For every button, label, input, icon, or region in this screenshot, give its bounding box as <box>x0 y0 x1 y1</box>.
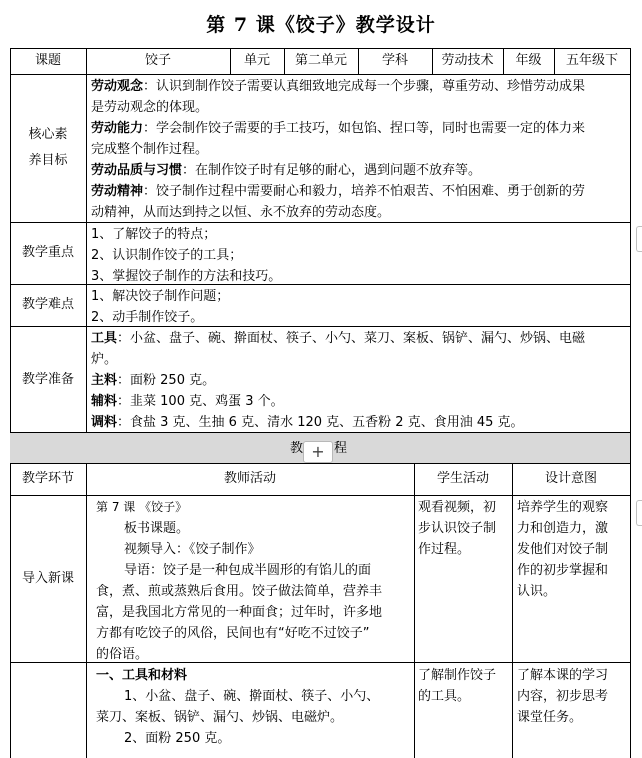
process-bar-right-text: 程 <box>334 441 348 456</box>
column-header-stage: 教学环节 <box>21 471 74 486</box>
core-label-2: 养目标 <box>28 153 68 168</box>
scroll-handle[interactable] <box>636 226 642 252</box>
intent-line: 作的初步掌握和 <box>517 563 609 578</box>
lesson-title: 第 7 课 《饺子》 <box>96 500 188 514</box>
scroll-handle[interactable] <box>636 500 642 526</box>
student-line: 了解制作饺子 <box>418 668 497 683</box>
subject-value: 劳动技术 <box>441 53 494 68</box>
student-line: 作过程。 <box>418 542 471 557</box>
column-header-intent: 设计意图 <box>544 471 597 486</box>
difficulties-list <box>91 286 627 328</box>
student-line: 的工具。 <box>418 689 471 704</box>
teacher-line: 2、面粉 250 克。 <box>124 731 231 746</box>
goal-text: ：学会制作饺子需要的手工技巧，如包馅、捏口等，同时也需要一定的体力来 <box>143 121 586 136</box>
teacher-line: 导语：饺子是一种包成半圆形的有馅儿的面 <box>124 563 372 578</box>
intent-line: 培养学生的观察 <box>517 500 609 515</box>
goal-text: ：饺子制作过程中需要耐心和毅力，培养不怕艰苦、不怕困难、勇于创新的劳 <box>143 184 586 199</box>
teacher-line: 1、小盆、盘子、碗、擀面杖、筷子、小勺、 <box>124 689 380 704</box>
intent-line: 了解本课的学习 <box>517 668 609 683</box>
unit-value: 第二单元 <box>294 53 347 68</box>
teacher-activity-cell <box>96 665 410 749</box>
column-header-student: 学生活动 <box>436 471 489 486</box>
prep-head: 调料 <box>91 415 118 430</box>
grade-label: 年级 <box>515 53 542 68</box>
goal-head: 劳动品质与习惯 <box>91 163 183 178</box>
design-intent-cell <box>517 497 629 602</box>
stage-cell: 导入新课 <box>21 571 74 586</box>
list-item: 1、了解饺子的特点； <box>91 227 217 242</box>
student-activity-cell <box>418 497 510 560</box>
grade-value: 五年级下 <box>565 53 618 68</box>
goal-text: 是劳动观念的体现。 <box>91 100 209 115</box>
intent-line: 内容，初步思考 <box>517 689 609 704</box>
student-line: 步认识饺子制 <box>418 521 497 536</box>
prep-text: ：韭菜 100 克、鸡蛋 3 个。 <box>117 394 284 409</box>
intent-line: 认识。 <box>517 584 557 599</box>
prep-head: 主料 <box>91 373 118 388</box>
teacher-line: 方都有吃饺子的风俗，民间也有“好吃不过饺子” <box>96 626 370 641</box>
prep-text: 炉。 <box>91 352 118 367</box>
design-intent-cell <box>517 665 629 728</box>
list-item: 2、认识制作饺子的工具； <box>91 248 243 263</box>
list-item: 1、解决饺子制作问题； <box>91 289 230 304</box>
add-row-button[interactable]: + <box>303 441 333 463</box>
difficulties-label: 教学难点 <box>21 297 74 312</box>
goal-text: ：在制作饺子时有足够的耐心，遇到问题不放弃等。 <box>182 163 482 178</box>
goal-text: 动精神，从而达到持之以恒、永不放弃的劳动态度。 <box>91 205 391 220</box>
core-goals <box>91 76 627 223</box>
list-item: 3、掌握饺子制作的方法和技巧。 <box>91 269 282 284</box>
teacher-line: 食，煮、煎或蒸熟后食用。饺子做法简单，营养丰 <box>96 584 383 599</box>
student-activity-cell <box>418 665 510 707</box>
preparation-list <box>91 328 627 433</box>
column-header-teacher: 教师活动 <box>223 471 276 486</box>
teacher-activity-cell <box>96 497 410 665</box>
teacher-line: 富，是我国北方常见的一种面食；过年时，许多地 <box>96 605 383 620</box>
prep-text: ：小盆、盘子、碗、擀面杖、筷子、小勺、菜刀、案板、锅铲、漏勺、炒锅、电磁 <box>117 331 586 346</box>
intent-line: 力和创造力，激 <box>517 521 609 536</box>
goal-text: 完成整个制作过程。 <box>91 142 209 157</box>
key-points-label: 教学重点 <box>21 245 74 260</box>
core-label-1: 核心素 <box>28 127 68 142</box>
prep-head: 工具 <box>91 331 118 346</box>
topic-label: 课题 <box>34 53 61 68</box>
key-points-list <box>91 224 627 287</box>
teacher-line: 的俗语。 <box>96 647 149 662</box>
process-bar-left-text: 教 <box>290 441 304 456</box>
goal-head: 劳动精神 <box>91 184 144 199</box>
intent-line: 课堂任务。 <box>517 710 583 725</box>
section-heading: 一、工具和材料 <box>96 668 188 683</box>
student-line: 观看视频，初 <box>418 500 497 515</box>
list-item: 2、动手制作饺子。 <box>91 310 204 325</box>
unit-label: 单元 <box>243 53 270 68</box>
preparation-label: 教学准备 <box>21 372 74 387</box>
goal-head: 劳动观念 <box>91 79 144 94</box>
teacher-line: 板书课题。 <box>124 521 190 536</box>
goal-head: 劳动能力 <box>91 121 144 136</box>
teacher-line: 视频导入：《饺子制作》 <box>124 542 261 557</box>
page-title: 第 7 课《饺子》教学设计 <box>206 14 436 36</box>
goal-text: ：认识到制作饺子需要认真细致地完成每一个步骤，尊重劳动、珍惜劳动成果 <box>143 79 586 94</box>
prep-text: ：面粉 250 克。 <box>117 373 216 388</box>
teacher-line: 菜刀、案板、锅铲、漏勺、炒锅、电磁炉。 <box>96 710 344 725</box>
prep-text: ：食盐 3 克、生抽 6 克、清水 120 克、五香粉 2 克、食用油 45 克。 <box>117 415 524 430</box>
subject-label: 学科 <box>381 53 408 68</box>
prep-head: 辅料 <box>91 394 118 409</box>
topic-value: 饺子 <box>144 53 171 68</box>
intent-line: 发他们对饺子制 <box>517 542 609 557</box>
